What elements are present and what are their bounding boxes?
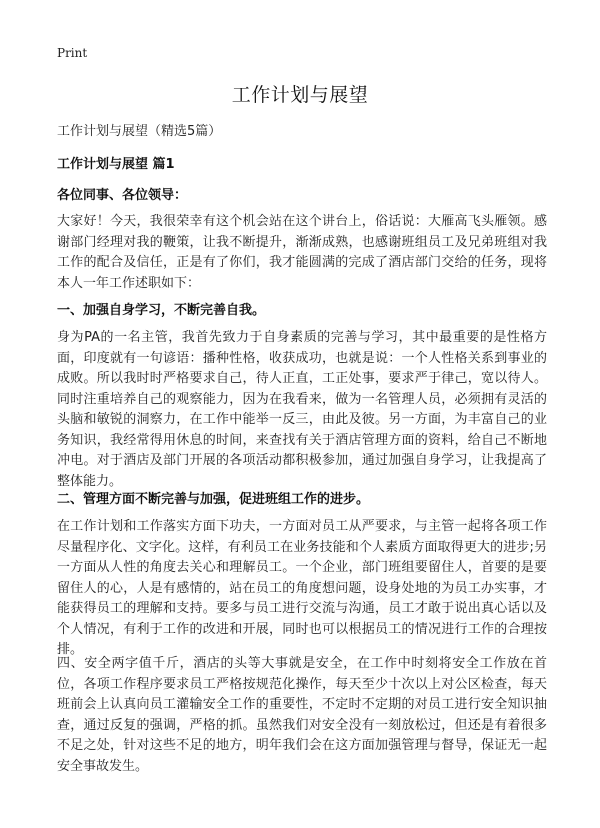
article-heading: 工作计划与展望 篇1 bbox=[57, 157, 175, 172]
document-subtitle: 工作计划与展望（精选5篇） bbox=[57, 124, 222, 139]
section1-heading: 一、加强自身学习，不断完善自我。 bbox=[57, 303, 266, 318]
greeting-heading: 各位同事、各位领导： bbox=[57, 188, 188, 203]
section2-heading: 二、管理方面不断完善与加强，促进班组工作的进步。 bbox=[57, 492, 370, 507]
print-label: Print bbox=[57, 46, 88, 60]
section4-paragraph: 四、安全两字值千斤，酒店的头等大事就是安全，在工作中时刻将安全工作放在首位，各项工作程序要求员工严格按规范化操作，每天至少十次以上对公区检查，每天班前会上认真向员工灌输安全工作的重要性，不定时不定期的对员工进行安全知识抽查，通过反复的强调，严格的抓。虽然我们对安全没有一刻放松过，但还是有着很多不足之处，针对这些不足的地方，明年我们会在这方面加强管理与督导，保证无一起安全事故发生。 bbox=[57, 656, 547, 774]
intro-paragraph: 大家好！今天，我很荣幸有这个机会站在这个讲台上，俗话说：大雁高飞头雁领。感谢部门经理对我的鞭策，让我不断提升，渐渐成熟，也感谢班组员工及兄弟班组对我工作的配合及信任，正是有了你们，我才能圆满的完成了酒店部门交给的任务，现将本人一年工作述职如下： bbox=[57, 214, 547, 291]
page-title: 工作计划与展望 bbox=[231, 84, 369, 106]
section2-paragraph: 在工作计划和工作落实方面下功夫，一方面对员工从严要求，与主管一起将各项工作尽量程序化、文字化。这样，有利员工在业务技能和个人素质方面取得更大的进步;另一方面从人性的角度去关心和理解员工。一个企业，部门班组要留住人，首要的是要留住人的心，人是有感情的，站在员工的角度想问题，设身处地的为员工办实事，才能获得员工的理解和支持。要多与员工进行交流与沟通，员工才敢于说出真心话以及个人情况，有利于工作的改进和开展，同时也可以根据员工的情况进行工作的合理按排。 bbox=[57, 519, 547, 657]
section1-paragraph: 身为PA的一名主管，我首先致力于自身素质的完善与学习，其中最重要的是性格方面，印度就有一句谚语：播种性格，收获成功，也就是说：一个人性格关系到事业的成败。所以我时时严格要求自己，待人正直，工正处事，要求严于律己，宽以待人。同时注重培养自己的观察能力，因为在我看来，做为一名管理人员，必须拥有灵活的头脑和敏锐的洞察力，在工作中能举一反三，由此及彼。另一方面，为丰富自己的业务知识，我经常得用休息的时间，来查找有关于酒店管理方面的资料，给自己不断地冲电。对于酒店及部门开展的各项活动都积极参加，通过加强自身学习，让我提高了整体能力。 bbox=[57, 330, 547, 489]
